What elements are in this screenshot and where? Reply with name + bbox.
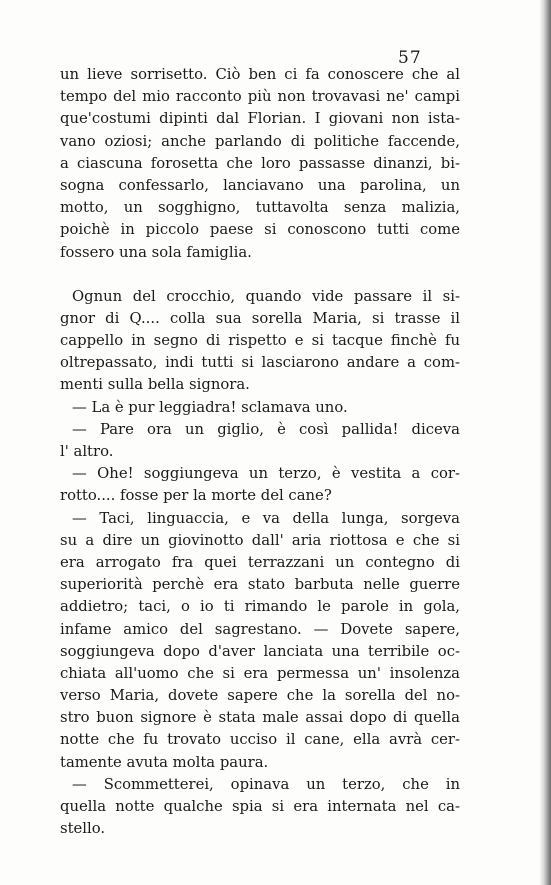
text-line: — La è pur leggiadra! sclamava uno. (72, 398, 348, 416)
body-text (60, 64, 460, 840)
text-line: gnor di Q.... colla sua sorella Maria, si trasse il (60, 309, 460, 327)
paragraph (60, 419, 460, 463)
text-line: poichè in piccolo paese si conoscono tutti come (60, 221, 460, 239)
text-line: tempo del mio racconto più non trovavasi ne' campi (60, 88, 460, 106)
text-line: notte che fu trovato ucciso il cane, ella avrà cer- (60, 731, 460, 749)
paragraph (60, 774, 460, 841)
text-line: — Scommetterei, opinava un terzo, che in (72, 775, 460, 793)
text-line: superiorità perchè era stato barbuta nelle guerre (60, 576, 460, 594)
text-line: fossero una sola famiglia. (60, 243, 252, 261)
text-line: a ciascuna forosetta che loro passasse dinanzi, bi- (60, 154, 460, 172)
paragraph (60, 64, 460, 264)
text-line: stello. (60, 820, 106, 838)
text-line: un lieve sorrisetto. Ciò ben ci fa conoscere che al (60, 66, 460, 83)
text-line: stro buon signore è stata male assai dopo di quella (60, 709, 460, 727)
text-line: — Ohe! soggiungeva un terzo, è vestita a cor- (72, 465, 460, 483)
text-line: era arrogato fra quei terrazzani un contegno di (60, 553, 460, 571)
text-line: menti sulla bella signora. (60, 376, 250, 394)
text-line: verso Maria, dovete sapere che la sorella del no- (60, 687, 460, 705)
paragraph-gap (60, 264, 460, 286)
text-line: motto, un sogghigno, tuttavolta senza malizia, (60, 199, 460, 217)
paragraph (60, 286, 460, 397)
text-line: cappello in segno di rispetto e si tacque finchè fu (60, 332, 460, 350)
page-number: 57 (398, 48, 422, 68)
paragraph (60, 508, 460, 774)
text-line: quella notte qualche spia si era internata nel ca- (60, 798, 460, 815)
paragraph (60, 397, 460, 419)
text-line: oltrepassato, indi tutti si lasciarono andare a com- (60, 354, 460, 372)
text-line: Ognun del crocchio, quando vide passare il si- (72, 287, 460, 305)
text-line: tamente avuta molta paura. (60, 753, 269, 771)
text-line: infame amico del sagrestano. — Dovete sapere, (60, 620, 460, 638)
text-line: chiata all'uomo che si era permessa un' insolenza (60, 664, 460, 682)
text-line: vano oziosi; anche parlando di politiche faccende, (60, 132, 460, 150)
text-line: — Pare ora un giglio, è così pallida! diceva (72, 420, 460, 438)
text-line: su a dire un giovinotto dall' aria riottosa e che si (60, 531, 460, 549)
text-line: addietro; taci, o io ti rimando le parole in gola, (60, 598, 460, 616)
paragraph (60, 463, 460, 507)
text-line: — Taci, linguaccia, e va della lunga, sorgeva (72, 509, 460, 527)
text-line: soggiungeva dopo d'aver lanciata una terribile oc- (60, 642, 460, 660)
text-line: rotto.... fosse per la morte del cane? (60, 487, 332, 505)
text-line: sogna confessarlo, lanciavano una parolina, un (60, 176, 460, 194)
text-line: l' altro. (60, 443, 114, 460)
text-line: que'costumi dipinti dal Florian. I giovani non ista- (60, 110, 460, 128)
